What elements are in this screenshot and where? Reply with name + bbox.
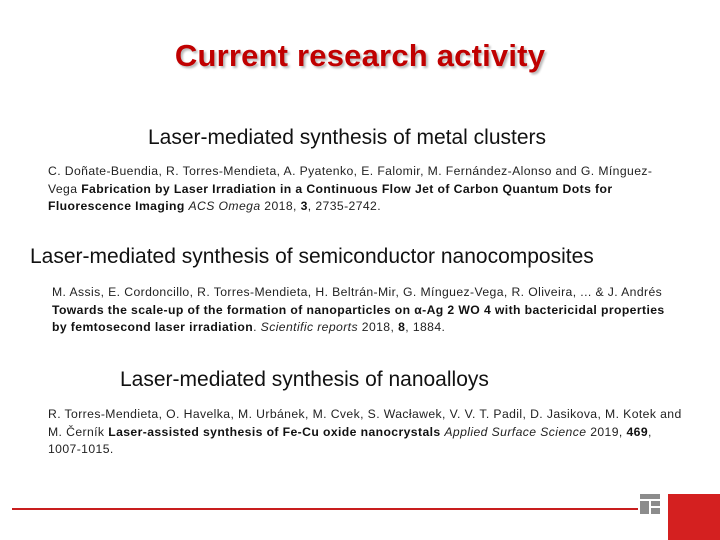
reference-authors: M. Assis, E. Cordoncillo, R. Torres-Mendieta, H. Beltrán-Mir, G. Mínguez-Vega, R. Oliveira, ... & J. Andrés: [52, 285, 663, 299]
reference-semiconductor-nanocomposites: M. Assis, E. Cordoncillo, R. Torres-Mendieta, H. Beltrán-Mir, G. Mínguez-Vega, R. Oliveira, ... & J. Andrés Towards the scale-up of the formation of nanoparticles on α-Ag 2 WO 4 with bactericidal properties by femtosecond laser irradiation. Scientific reports 2018, 8, 1884.: [52, 285, 665, 334]
reference-journal: ACS Omega: [188, 199, 261, 213]
reference-metal-clusters: [48, 163, 678, 216]
reference-journal: Scientific reports: [260, 320, 358, 334]
reference-pages: , 1007-1015.: [48, 424, 652, 456]
section-heading-nanoalloys: Laser-mediated synthesis of nanoalloys: [120, 368, 489, 391]
reference-volume: 8: [398, 320, 406, 334]
reference-title: Laser-assisted synthesis of Fe-Cu oxide nanocrystals: [108, 424, 441, 439]
reference-year: 2019,: [590, 424, 623, 439]
footer-divider: [12, 508, 640, 510]
reference-nanoalloys: [48, 406, 688, 459]
footer-accent-block: [668, 494, 720, 540]
reference-volume: 3: [300, 199, 308, 213]
reference-authors: C. Doñate-Buendia, R. Torres-Mendieta, A. Pyatenko, E. Falomir, M. Fernández-Alonso and G. Mínguez-Vega: [48, 164, 653, 196]
reference-authors: R. Torres-Mendieta, O. Havelka, M. Urbánek, M. Cvek, S. Wacławek, V. V. T. Padil, D. Jasikova, M. Kotek and M. Černík: [48, 407, 682, 439]
reference-pages: , 1884.: [405, 320, 446, 334]
reference-pages: , 2735-2742.: [307, 199, 382, 213]
reference-title: Fabrication by Laser Irradiation in a Continuous Flow Jet of Carbon Quantum Dots for Fluorescence Imaging: [48, 181, 613, 213]
university-logo-icon: [638, 492, 662, 516]
reference-title: Towards the scale-up of the formation of nanoparticles on α-Ag 2 WO 4 with bactericidal properties by femtosecond laser irradiation: [52, 302, 665, 334]
reference-year: 2018,: [264, 199, 297, 213]
reference-volume: 469: [626, 424, 649, 439]
reference-year: 2018,: [361, 320, 395, 334]
slide-title: Current research activity: [174, 38, 546, 73]
section-heading-semiconductor-nanocomposites: Laser-mediated synthesis of semiconductor nanocomposites: [30, 245, 594, 268]
section-heading-metal-clusters: Laser-mediated synthesis of metal clusters: [148, 126, 547, 149]
reference-journal: Applied Surface Science: [444, 424, 587, 439]
